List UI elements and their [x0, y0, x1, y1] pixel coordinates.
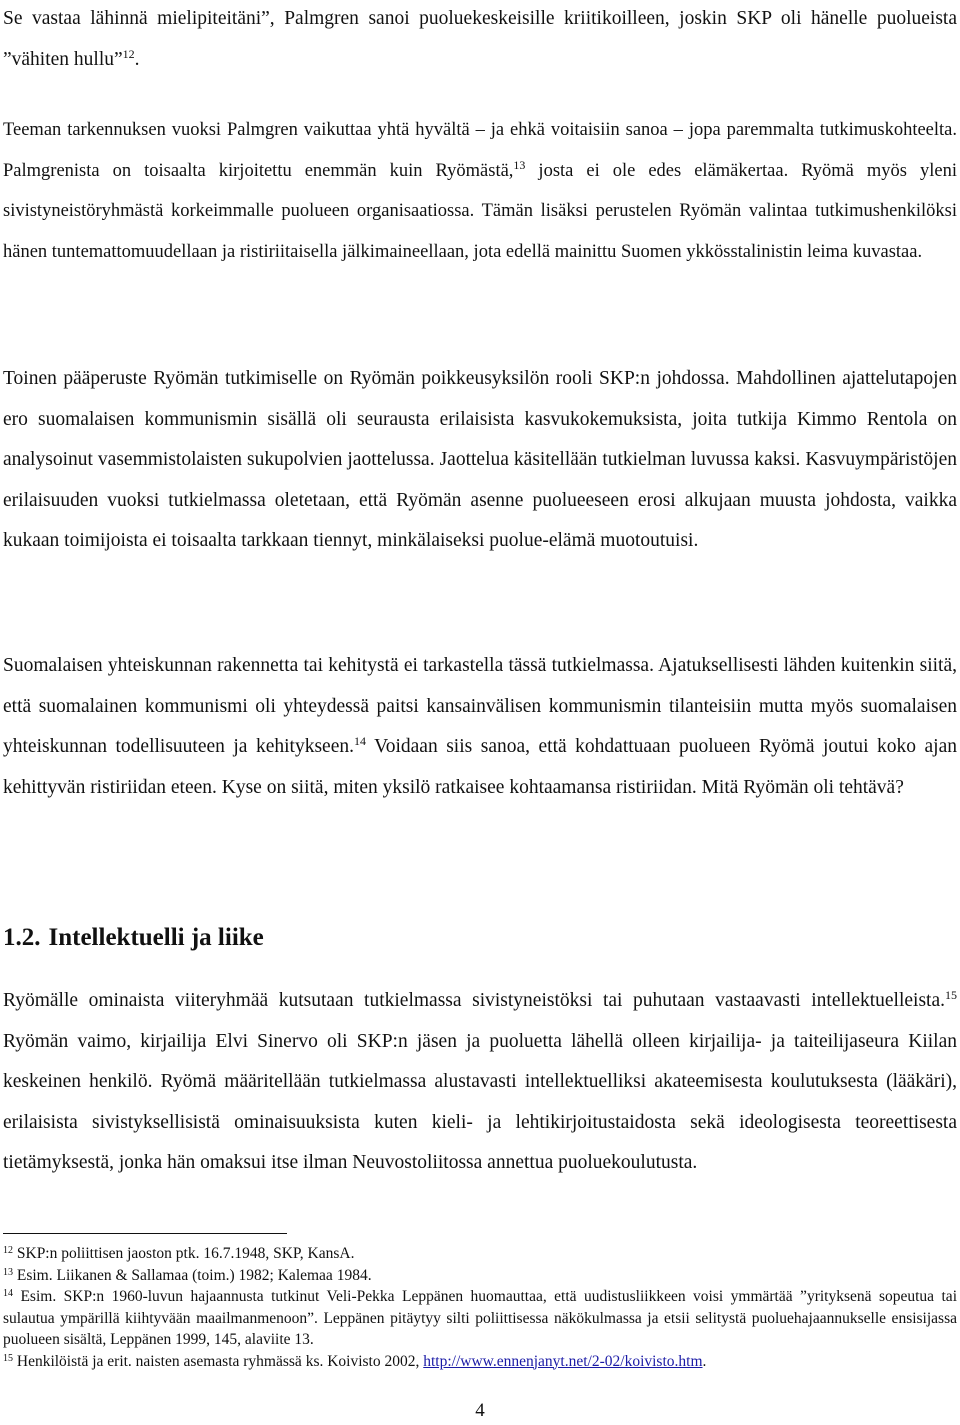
- page-number: 4: [475, 1400, 485, 1421]
- footnote-14: $^{14}$ Esim. SKP:n 1960-luvun hajaannusta tutkinut Veli-Pekka Leppänen huomauttaa, että uudistusliikkeen voisi ymmärtää ”yrityksenä sopeutua tai sulautua ympärillä kiihtyvään maailmanmenoon”. Leppänen pitäytyy silti poliittisessa näkökulmassa ja etsii selitystä puoluehajaannukselle ensisijassa puolueen sisältä, Leppänen 1999, 145, alaviite 13.: [3, 1288, 957, 1348]
- footnote-ref-15[interactable]: 15: [945, 988, 957, 1002]
- footnote-15: $^{15}$ Henkilöistä ja erit. naisten asemasta ryhmässä ks. Koivisto 2002, http://www.ennenjanyt.net/2-02/koivisto.htm.: [3, 1352, 707, 1370]
- paragraph-1: Se vastaa lähinnä mielipiteitäni”, Palmgren sanoi puoluekeskeisille kriitikoilleen, joskin SKP oli hänelle puolueista ”vähiten hullu”$^{12}$.: [3, 8, 957, 70]
- paragraph-3: Toinen pääperuste Ryömän tutkimiselle on Ryömän poikkeusyksilön rooli SKP:n johdossa. Mahdollinen ajattelutapojen ero suomalaisen kommunismin sisällä oli seurausta erilaisista kasvukokemuksista, joita tutkija Kimmo Rentola on analysoinut vasemmistolaisten sukupolvien jaottelussa. Jaottelua käsitellään tutkielman luvussa kaksi. Kasvuympäristöjen erilaisuuden vuoksi tutkielmassa oletetaan, että Ryömän asenne puolueeseen erosi alkujaan muusta johdosta, vaikka kukaan toimijoista ei toisaalta tarkkaan tiennyt, minkälaiseksi puolue-elämä muotoutuisi.: [3, 368, 957, 551]
- paragraph-2: Teeman tarkennuksen vuoksi Palmgren vaikuttaa yhtä hyvältä – ja ehkä voitaisiin sanoa – jopa paremmalta tutkimuskohteelta. Palmgrenista on toisaalta kirjoitettu enemmän kuin Ryömästä,$^{13}$ josta ei ole edes elämäkertaa. Ryömä myös yleni sivistyneistöryhmästä korkeimmalle puolueen organisaatiossa. Tämän lisäksi perustelen Ryömän valintaa tutkimushenkilöksi hänen tuntemattomuudellaan ja ristiriitaisella jälkimaineellaan, jota edellä mainittu Suomen ykkösstalinistin leima kuvastaa.: [3, 120, 957, 262]
- koivisto-link[interactable]: http://www.ennenjanyt.net/2-02/koivisto.htm: [423, 1352, 703, 1370]
- footnote-separator: [3, 1233, 287, 1234]
- section-paragraph: Ryömälle ominaista viiteryhmää kutsutaan tutkielmassa sivistyneistöksi tai puhutaan vastaavasti intellektuelleista.$^{15}$ Ryömän vaimo, kirjailija Elvi Sinervo oli SKP:n jäsen ja puoluetta lähellä olleen kirjailija- ja taiteilijaseura Kiilan keskeinen henkilö. Ryömä määritellään tutkielmassa alustavasti intellektuelliksi akateemisesta koulutuksesta (lääkäri), erilaisista sivistyksellisistä ominaisuuksista kuten kieli- ja lehtikirjoitustaidosta sekä ideologisesta teoreettisesta tietämyksestä, jonka hän omaksui itse ilman Neuvostoliitossa annettua puoluekoulutusta.: [3, 988, 957, 1173]
- footnote-12: $^{12}$ SKP:n poliittisen jaoston ptk. 16.7.1948, SKP, KansA.: [3, 1245, 355, 1262]
- footnote-13: $^{13}$ Esim. Liikanen & Sallamaa (toim.) 1982; Kalemaa 1984.: [3, 1266, 372, 1284]
- paragraph-4: Suomalaisen yhteiskunnan rakennetta tai kehitystä ei tarkastella tässä tutkielmassa. Ajatuksellisesti lähden kuitenkin siitä, että suomalainen kommunismi oli yhteydessä paitsi kansainvälisen kommunismin tilanteisiin mutta myös suomalaisen yhteiskunnan todellisuuteen ja kehitykseen.$^{14}$ Voidaan siis sanoa, että kohdattuaan puolueen Ryömä joutui koko ajan kehittyvän ristiriidan eteen. Kyse on siitä, miten yksilö ratkaisee kohtaamansa ristiriidan. Mitä Ryömän oli tehtävä?: [3, 655, 958, 798]
- footnotes: [3, 1243, 957, 1372]
- section-heading: [3, 918, 264, 958]
- footnote-ref-14[interactable]: 14: [354, 734, 366, 748]
- footnote-ref-12[interactable]: 12: [122, 46, 135, 61]
- section-number: 1.2.: [3, 924, 41, 951]
- footnote-ref-13[interactable]: 13: [513, 157, 526, 172]
- section-title: Intellektuelli ja liike: [48, 924, 264, 951]
